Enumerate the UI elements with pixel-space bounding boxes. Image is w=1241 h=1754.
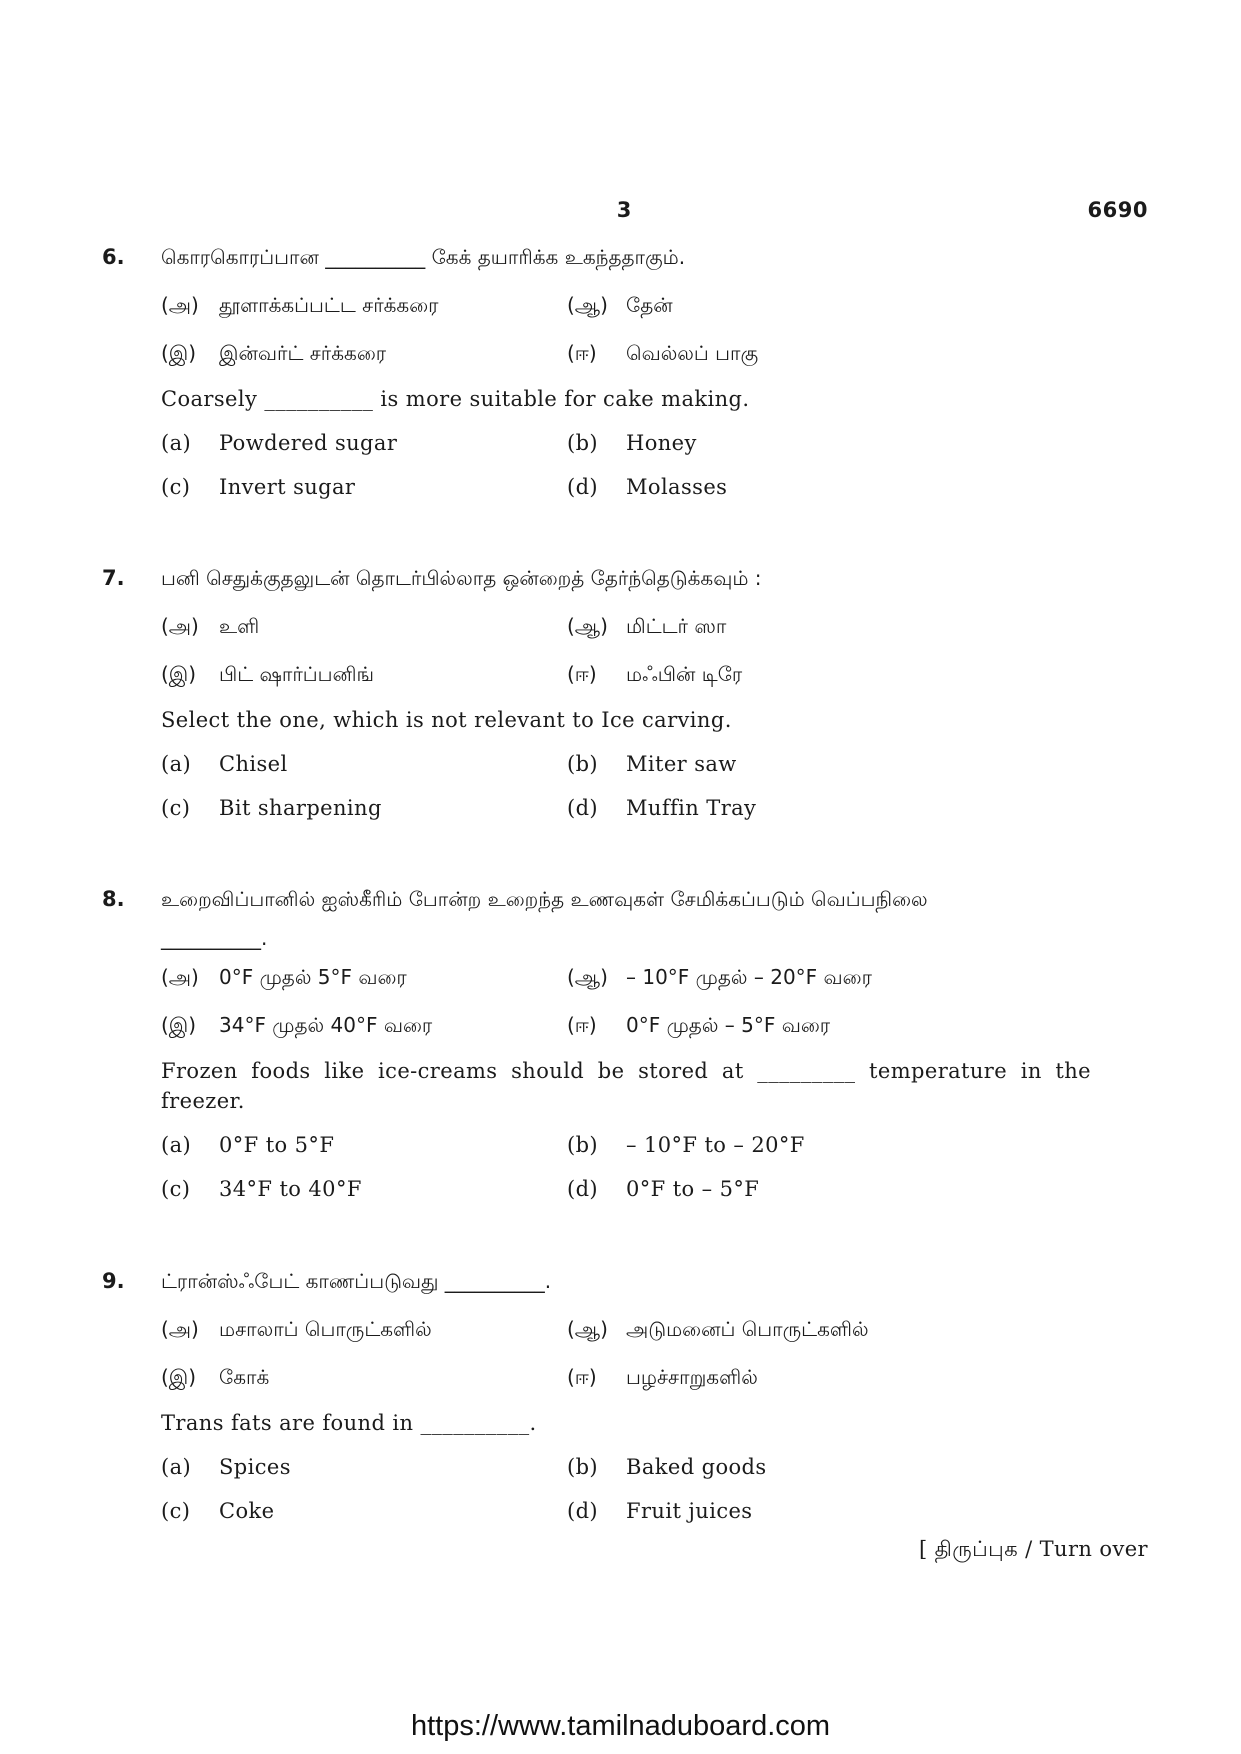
tamil-stem-row: [0, 1257, 1241, 1305]
english-option-row: [0, 1167, 1241, 1211]
english-option-row: [0, 1123, 1241, 1167]
english-stem-row: [0, 377, 1241, 421]
option-text: Spices: [219, 1455, 291, 1479]
option-text: தூளாக்கப்பட்ட சர்க்கரை: [219, 293, 439, 317]
tamil-stem-row: [0, 233, 1241, 281]
option-text: – 10°F to – 20°F: [626, 1133, 805, 1157]
option-text: பழச்சாறுகளில்: [626, 1365, 758, 1389]
tamil-option-row: [0, 953, 1241, 1001]
english-stem-row: [0, 1401, 1241, 1445]
paper-code: 6690: [1087, 198, 1148, 222]
question-number: 7.: [102, 566, 125, 590]
tamil-option-row: [0, 1305, 1241, 1353]
watermark-url: https://www.tamilnaduboard.com: [410, 1710, 831, 1742]
question-7: [0, 554, 1241, 830]
option-text: உளி: [219, 614, 260, 638]
question-stem-english-continued: freezer.: [161, 1089, 245, 1113]
option-text: மிட்டர் ஸா: [626, 614, 727, 638]
question-number: 9.: [102, 1269, 125, 1293]
tamil-option-row: [0, 1001, 1241, 1049]
option-label: (இ): [161, 662, 197, 686]
option-label: (b): [567, 1133, 599, 1157]
option-label: (d): [567, 1499, 599, 1523]
tamil-option-row: [0, 281, 1241, 329]
option-label: (ஆ): [567, 293, 608, 317]
option-label: (b): [567, 1455, 599, 1479]
english-option-row: [0, 465, 1241, 509]
option-label: (c): [161, 1499, 191, 1523]
question-number: 8.: [102, 887, 125, 911]
turn-over-note: [ திருப்புக / Turn over: [919, 1537, 1148, 1561]
option-label: (ஆ): [567, 965, 608, 989]
question-stem-tamil: பனி செதுக்குதலுடன் தொடர்பில்லாத ஒன்றைத் தேர்ந்தெடுக்கவும் :: [161, 566, 762, 590]
option-label: (ஆ): [567, 1317, 608, 1341]
option-label: (அ): [161, 965, 199, 989]
english-stem-row: [0, 698, 1241, 742]
option-label: (b): [567, 431, 599, 455]
option-label: (b): [567, 752, 599, 776]
option-label: (a): [161, 752, 192, 776]
tamil-option-row: [0, 329, 1241, 377]
option-text: வெல்லப் பாகு: [626, 341, 759, 365]
option-text: Bit sharpening: [219, 796, 382, 820]
option-text: – 10°F முதல் – 20°F வரை: [626, 965, 872, 989]
option-text: மசாலாப் பொருட்களில்: [219, 1317, 432, 1341]
tamil-option-row: [0, 1353, 1241, 1401]
option-text: 0°F முதல் 5°F வரை: [219, 965, 407, 989]
option-label: (ஈ): [567, 341, 597, 365]
option-text: பிட் ஷார்ப்பனிங்: [219, 662, 375, 686]
option-label: (d): [567, 475, 599, 499]
english-option-row: [0, 1445, 1241, 1489]
option-text: அடுமனைப் பொருட்களில்: [626, 1317, 869, 1341]
question-stem-tamil: ட்ரான்ஸ்ஃபேட் காணப்படுவது __________.: [161, 1269, 552, 1293]
option-label: (a): [161, 1133, 192, 1157]
english-option-row: [0, 1489, 1241, 1533]
page-number: 3: [616, 198, 632, 222]
question-stem-english: Frozen foods like ice-creams should be stored at _________ temperature in the: [161, 1059, 1091, 1083]
question-stem-tamil: உறைவிப்பானில் ஐஸ்கீரிம் போன்ற உறைந்த உணவுகள் சேமிக்கப்படும் வெப்பநிலை: [161, 887, 928, 911]
option-label: (ஆ): [567, 614, 608, 638]
option-label: (a): [161, 1455, 192, 1479]
option-label: (a): [161, 431, 192, 455]
option-text: மஃபின் டிரே: [626, 662, 743, 686]
option-text: Muffin Tray: [626, 796, 757, 820]
option-text: தேன்: [626, 293, 673, 317]
option-label: (d): [567, 1177, 599, 1201]
english-option-row: [0, 421, 1241, 465]
option-label: (இ): [161, 1365, 197, 1389]
question-stem-english: Trans fats are found in __________.: [161, 1411, 537, 1435]
english-option-row: [0, 786, 1241, 830]
question-6: [0, 233, 1241, 509]
question-stem-english: Select the one, which is not relevant to Ice carving.: [161, 708, 732, 732]
question-8: [0, 875, 1241, 1211]
question-9: [0, 1257, 1241, 1533]
option-text: Fruit juices: [626, 1499, 753, 1523]
option-text: Honey: [626, 431, 697, 455]
tamil-stem-row: [0, 875, 1241, 923]
option-label: (c): [161, 796, 191, 820]
option-text: Baked goods: [626, 1455, 767, 1479]
english-option-row: [0, 742, 1241, 786]
english-stem-row: [0, 1049, 1241, 1123]
option-label: (ஈ): [567, 1365, 597, 1389]
option-text: Coke: [219, 1499, 275, 1523]
tamil-stem-row: [0, 554, 1241, 602]
option-label: (c): [161, 475, 191, 499]
tamil-option-row: [0, 602, 1241, 650]
option-label: (அ): [161, 293, 199, 317]
tamil-option-row: [0, 650, 1241, 698]
option-label: (அ): [161, 614, 199, 638]
option-label: (இ): [161, 1013, 197, 1037]
question-stem-tamil: கொரகொரப்பான __________ கேக் தயாரிக்க உகந்ததாகும்.: [161, 245, 686, 269]
option-label: (ஈ): [567, 662, 597, 686]
option-label: (d): [567, 796, 599, 820]
option-text: Powdered sugar: [219, 431, 398, 455]
question-stem-tamil-continued: __________.: [161, 926, 268, 950]
option-text: Chisel: [219, 752, 288, 776]
option-text: Molasses: [626, 475, 728, 499]
option-label: (அ): [161, 1317, 199, 1341]
option-label: (ஈ): [567, 1013, 597, 1037]
option-text: 0°F to – 5°F: [626, 1177, 760, 1201]
option-text: 34°F முதல் 40°F வரை: [219, 1013, 433, 1037]
question-number: 6.: [102, 245, 125, 269]
option-text: கோக்: [219, 1365, 270, 1389]
question-stem-english: Coarsely __________ is more suitable for cake making.: [161, 387, 750, 411]
option-text: Miter saw: [626, 752, 737, 776]
option-label: (இ): [161, 341, 197, 365]
option-text: Invert sugar: [219, 475, 356, 499]
option-label: (c): [161, 1177, 191, 1201]
option-text: 34°F to 40°F: [219, 1177, 362, 1201]
option-text: 0°F to 5°F: [219, 1133, 335, 1157]
option-text: இன்வர்ட் சர்க்கரை: [219, 341, 387, 365]
tamil-stem-row: [0, 923, 1241, 953]
option-text: 0°F முதல் – 5°F வரை: [626, 1013, 831, 1037]
